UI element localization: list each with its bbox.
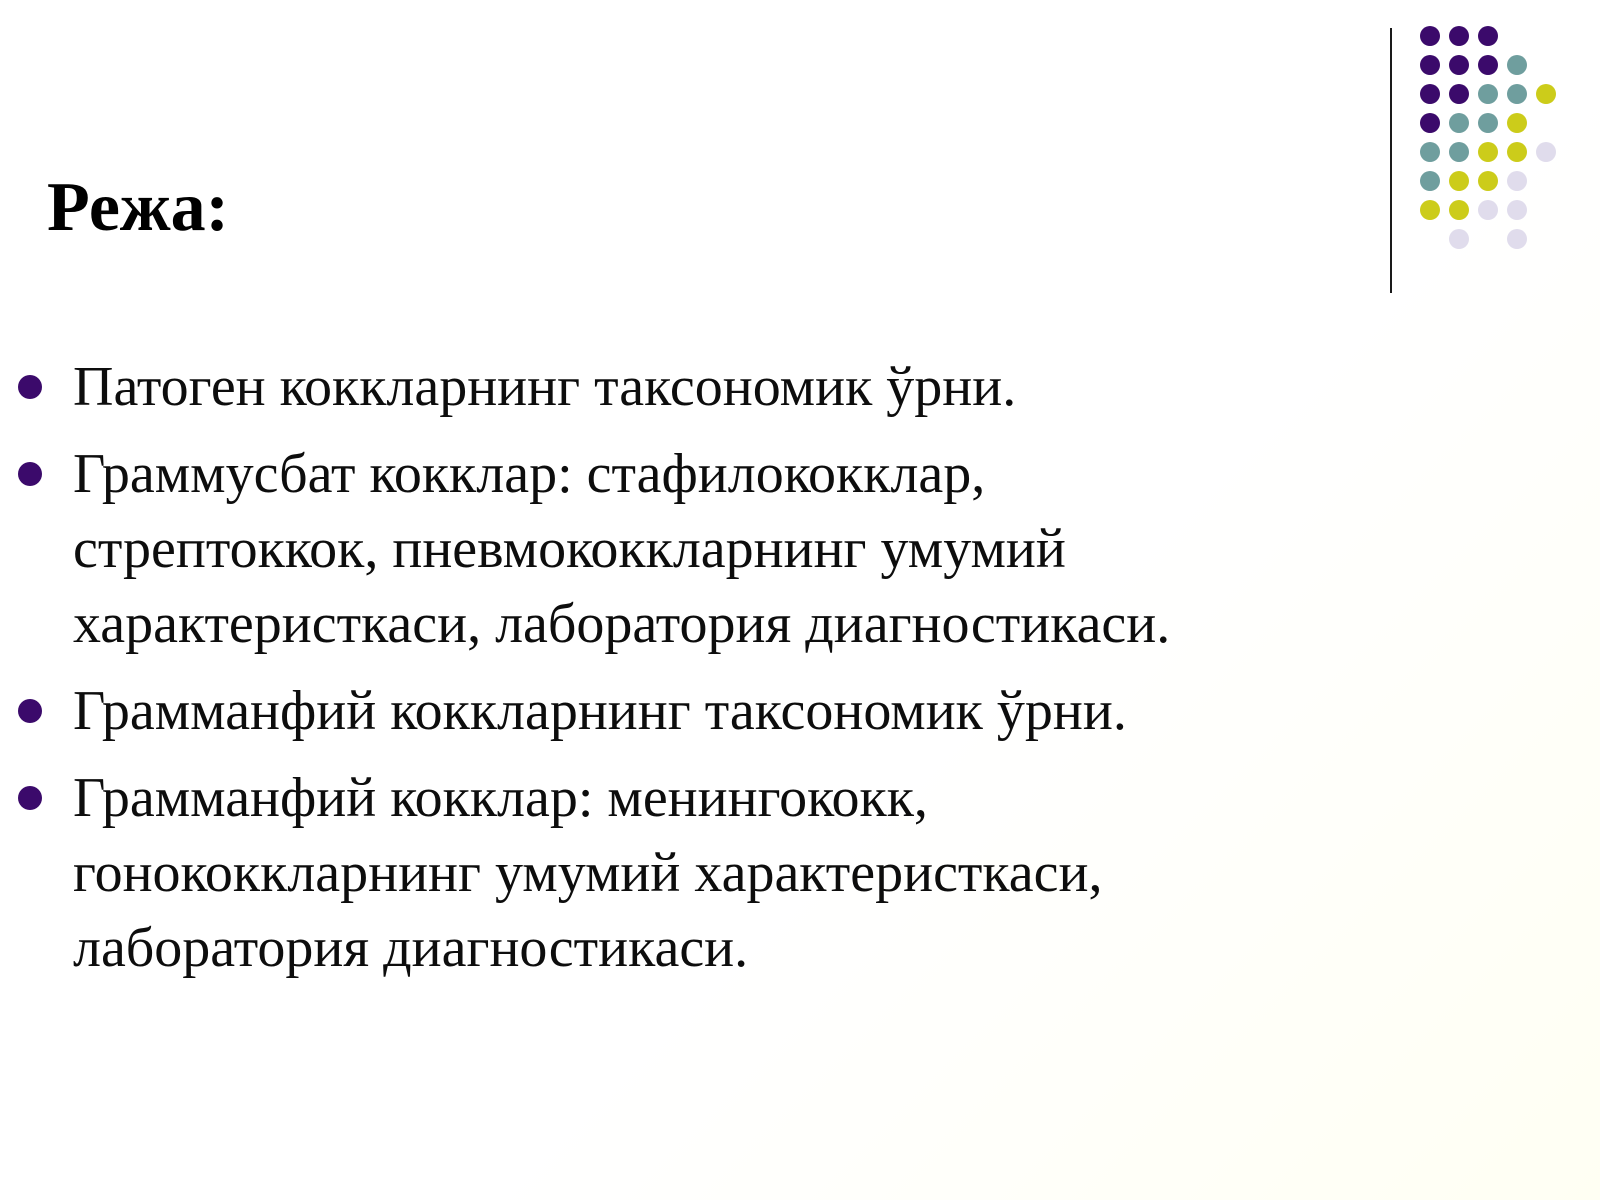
bullet-item (0, 674, 1360, 749)
decorative-dot (1478, 142, 1498, 162)
bullet-text-line: стрептоккок, пневмококкларнинг умумий (73, 518, 1066, 580)
decorative-dot (1420, 200, 1440, 220)
bullet-dot-icon (18, 462, 42, 486)
decorative-dot (1478, 171, 1498, 191)
bullet-list (0, 350, 1360, 998)
decorative-dot (1507, 84, 1527, 104)
decorative-dot (1507, 200, 1527, 220)
bullet-text-line: Граммусбат кокклар: стафилококклар, (73, 443, 986, 505)
bullet-text-line: Грамманфий коккларнинг таксономик ўрни. (73, 680, 1127, 742)
decorative-dot (1536, 142, 1556, 162)
decorative-dot (1420, 113, 1440, 133)
bullet-dot-icon (18, 699, 42, 723)
decorative-dot (1478, 55, 1498, 75)
decorative-dot (1449, 26, 1469, 46)
decorative-dot (1449, 200, 1469, 220)
decorative-dot (1507, 55, 1527, 75)
decorative-dot (1507, 171, 1527, 191)
decorative-dot (1420, 84, 1440, 104)
decorative-dot (1420, 26, 1440, 46)
decorative-dot (1478, 84, 1498, 104)
bullet-text-line: гонококкларнинг умумий характеристкаси, (73, 842, 1103, 904)
decorative-dot (1507, 142, 1527, 162)
bullet-text-line: Грамманфий кокклар: менингококк, (73, 767, 928, 829)
bullet-text-line: Патоген коккларнинг таксономик ўрни. (73, 356, 1017, 418)
title-divider-line (1390, 28, 1392, 293)
decorative-dot (1449, 229, 1469, 249)
decorative-dot (1449, 55, 1469, 75)
decorative-dot (1420, 55, 1440, 75)
decorative-dot-grid (1420, 26, 1580, 256)
decorative-dot (1478, 200, 1498, 220)
decorative-dot (1478, 113, 1498, 133)
decorative-dot (1536, 84, 1556, 104)
decorative-dot (1449, 142, 1469, 162)
bullet-text-line: характеристкаси, лаборатория диагностикаси. (73, 593, 1171, 655)
bullet-item (0, 350, 1360, 425)
decorative-dot (1420, 142, 1440, 162)
decorative-dot (1507, 229, 1527, 249)
bullet-text-line: лаборатория диагностикаси. (73, 917, 749, 979)
decorative-dot (1478, 26, 1498, 46)
bullet-item (0, 761, 1360, 986)
decorative-dot (1449, 84, 1469, 104)
decorative-dot (1449, 113, 1469, 133)
bullet-item (0, 437, 1360, 662)
decorative-dot (1420, 171, 1440, 191)
decorative-dot (1507, 113, 1527, 133)
bullet-dot-icon (18, 375, 42, 399)
slide-title: Режа: (47, 169, 229, 246)
bullet-dot-icon (18, 786, 42, 810)
decorative-dot (1449, 171, 1469, 191)
